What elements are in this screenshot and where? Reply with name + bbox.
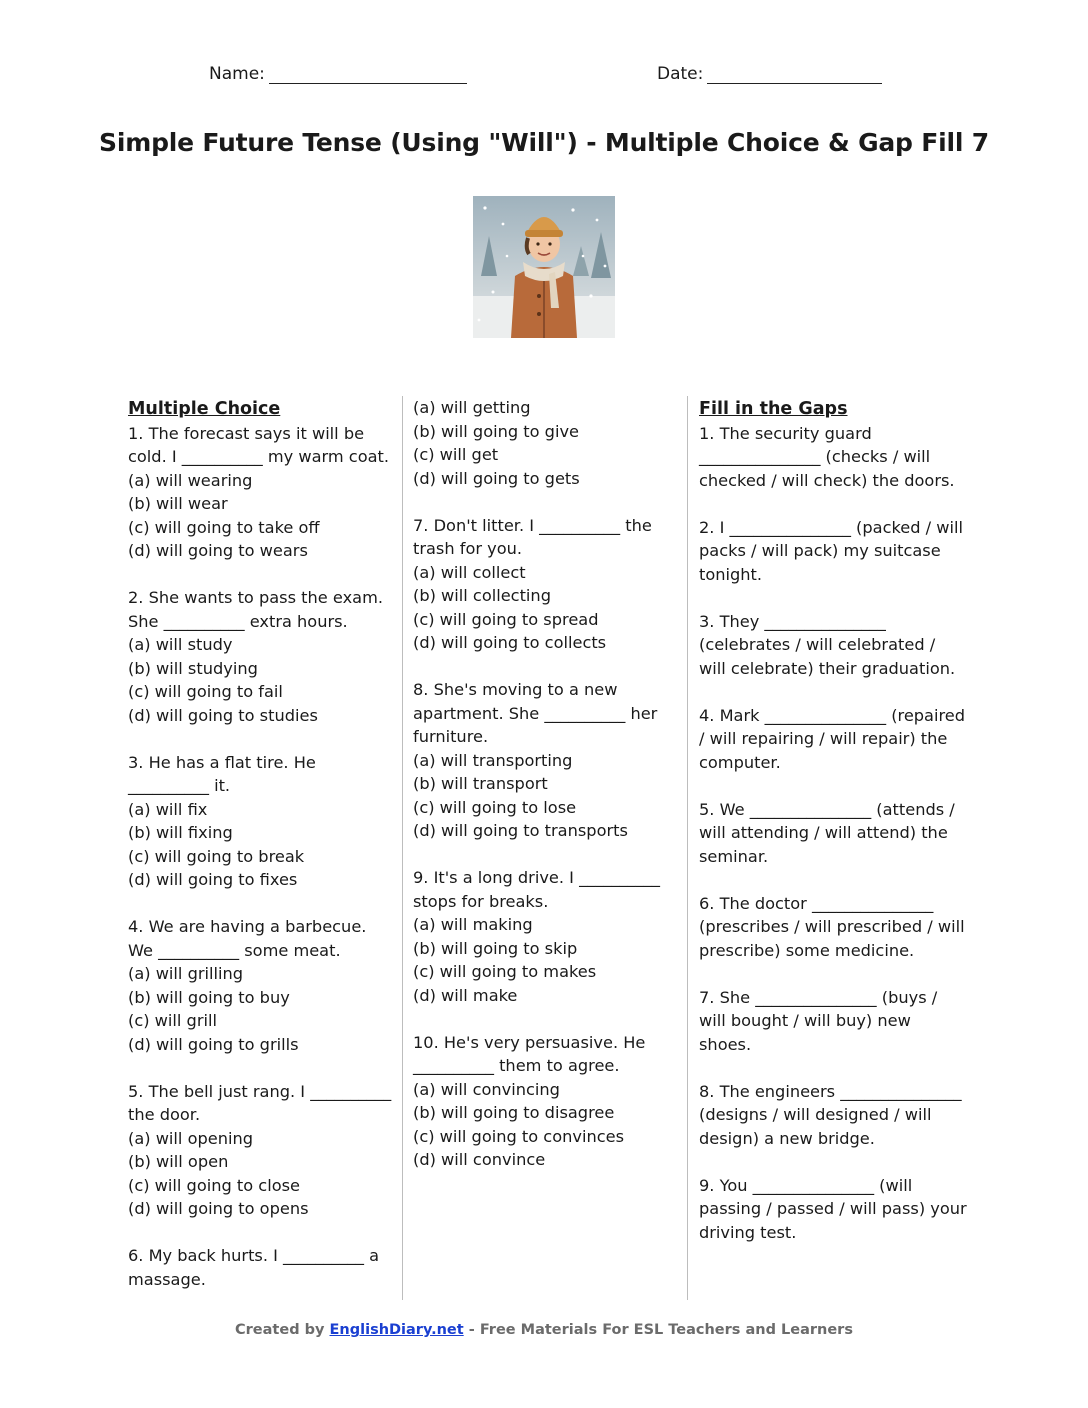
mc-option: (b) will open	[128, 1152, 229, 1171]
gap-fill-item-8	[699, 1080, 967, 1151]
page-title: Simple Future Tense (Using "Will") - Multiple Choice & Gap Fill 7	[99, 128, 989, 157]
mc-question-text: 10. He's very persuasive. He __________ them to agree.	[413, 1032, 646, 1075]
mc-option: (a) will grilling	[128, 964, 244, 983]
mc-option: (b) will wear	[128, 494, 228, 513]
gap-fill-column	[699, 396, 967, 1268]
mc-option: (d) will convince	[413, 1150, 546, 1169]
mc-option: (c) will going to makes	[413, 962, 597, 981]
mc-question-text: 7. Don't litter. I __________ the trash for you.	[413, 515, 652, 558]
gap-fill-text: 6. The doctor _______________ (prescribes / will prescribed / will prescribe) some medicine.	[699, 893, 965, 960]
gap-fill-text: 4. Mark _______________ (repaired / will repairing / will repair) the computer.	[699, 705, 966, 772]
mc-option: (a) will wearing	[128, 470, 253, 490]
footer-suffix: - Free Materials For ESL Teachers and Learners	[468, 1322, 853, 1338]
mc-option: (b) will fixing	[128, 823, 233, 842]
mc-question-text: 6. My back hurts. I __________ a massage.	[128, 1246, 380, 1289]
mc-question-text: 1. The forecast says it will be cold. I __________ my warm coat.	[128, 423, 390, 466]
footer-prefix: Created by	[235, 1322, 325, 1338]
mc-option: (a) will convincing	[413, 1079, 560, 1099]
mc-option: (b) will going to disagree	[413, 1103, 615, 1122]
mc-option: (c) will going to convinces	[413, 1126, 624, 1146]
multiple-choice-column-1	[128, 396, 393, 1307]
mc-option: (b) will going to skip	[413, 938, 578, 958]
name-label: Name:	[209, 64, 265, 84]
mc-option: (d) will going to studies	[128, 705, 318, 725]
mc-option: (c) will going to spread	[413, 609, 599, 629]
mc-question-1	[128, 422, 393, 563]
gap-fill-text: 7. She _______________ (buys / will bought / will buy) new shoes.	[699, 987, 938, 1054]
mc-option: (d) will going to gets	[413, 468, 580, 488]
mc-option: (a) will fix	[128, 799, 208, 819]
mc-option: (d) will make	[413, 985, 518, 1005]
mc-option: (d) will going to opens	[128, 1199, 309, 1218]
mc-option: (c) will going to take off	[128, 517, 320, 537]
mc-question-7	[413, 514, 678, 655]
gap-fill-item-7	[699, 986, 967, 1057]
mc-question-3	[128, 751, 393, 892]
mc-option: (d) will going to wears	[128, 541, 308, 560]
mc-option: (a) will opening	[128, 1128, 254, 1148]
gap-fill-item-1	[699, 422, 967, 493]
footer-link[interactable]: EnglishDiary.net	[329, 1322, 464, 1338]
mc-question-6-options	[413, 396, 678, 490]
gap-fill-text: 2. I _______________ (packed / will packs / will pack) my suitcase tonight.	[699, 517, 963, 584]
column-divider-2	[687, 396, 688, 1300]
gap-fill-text: 5. We _______________ (attends / will attending / will attend) the seminar.	[699, 799, 955, 866]
mc-question-text: 9. It's a long drive. I __________ stops for breaks.	[413, 868, 661, 911]
mc-option: (d) will going to fixes	[128, 870, 298, 889]
mc-question-4	[128, 915, 393, 1056]
multiple-choice-heading: Multiple Choice	[128, 399, 281, 419]
mc-question-10	[413, 1031, 678, 1172]
mc-option: (a) will getting	[413, 398, 531, 417]
gap-fill-item-2	[699, 516, 967, 587]
gap-fill-text: 8. The engineers _______________ (designs / will designed / will design) a new bridge.	[699, 1081, 962, 1148]
mc-question-9	[413, 866, 678, 1007]
mc-question-text: 4. We are having a barbecue. We __________ some meat.	[128, 917, 367, 960]
date-field[interactable]	[657, 64, 882, 84]
mc-option: (c) will going to break	[128, 846, 305, 866]
mc-question-5	[128, 1080, 393, 1221]
gap-fill-item-4	[699, 704, 967, 775]
gap-fill-heading: Fill in the Gaps	[699, 399, 848, 419]
footer	[0, 1322, 1088, 1338]
mc-option: (c) will going to fail	[128, 682, 283, 701]
mc-question-text: 5. The bell just rang. I __________ the door.	[128, 1081, 392, 1124]
column-divider-1	[402, 396, 403, 1300]
mc-option: (a) will making	[413, 915, 533, 934]
gap-fill-text: 3. They _______________ (celebrates / will celebrated / will celebrate) their graduation.	[699, 611, 956, 678]
mc-option: (c) will get	[413, 445, 499, 464]
mc-option: (b) will transport	[413, 774, 548, 793]
mc-option: (b) will going to buy	[128, 987, 290, 1007]
mc-option: (c) will going to close	[128, 1175, 301, 1195]
gap-fill-text: 1. The security guard _______________ (checks / will checked / will check) the doors.	[699, 423, 955, 490]
mc-option: (a) will transporting	[413, 750, 573, 770]
date-label: Date:	[657, 64, 704, 84]
mc-question-text: 3. He has a flat tire. He __________ it.	[128, 752, 316, 795]
mc-option: (b) will studying	[128, 658, 258, 678]
mc-option: (d) will going to grills	[128, 1034, 299, 1054]
name-field[interactable]	[209, 64, 467, 84]
mc-option: (c) will grill	[128, 1011, 217, 1030]
gap-fill-item-3	[699, 610, 967, 681]
mc-question-text: 8. She's moving to a new apartment. She __________ her furniture.	[413, 680, 658, 746]
date-blank-line[interactable]	[707, 67, 882, 84]
mc-option: (a) will collect	[413, 562, 526, 582]
mc-option: (b) will collecting	[413, 586, 551, 605]
mc-question-text: 2. She wants to pass the exam. She __________ extra hours.	[128, 588, 383, 631]
mc-option: (b) will going to give	[413, 421, 579, 441]
name-blank-line[interactable]	[269, 67, 467, 84]
mc-option: (d) will going to transports	[413, 821, 628, 840]
gap-fill-item-9	[699, 1174, 967, 1245]
multiple-choice-column-2	[413, 396, 678, 1195]
mc-question-8	[413, 678, 678, 843]
mc-question-6-stem	[128, 1244, 393, 1291]
mc-option: (d) will going to collects	[413, 633, 607, 652]
mc-option: (c) will going to lose	[413, 797, 577, 817]
mc-question-2	[128, 586, 393, 727]
mc-option: (a) will study	[128, 635, 233, 654]
gap-fill-item-6	[699, 892, 967, 963]
gap-fill-text: 9. You _______________ (will passing / passed / will pass) your driving test.	[699, 1175, 967, 1242]
winter-child-illustration	[473, 196, 615, 338]
gap-fill-item-5	[699, 798, 967, 869]
